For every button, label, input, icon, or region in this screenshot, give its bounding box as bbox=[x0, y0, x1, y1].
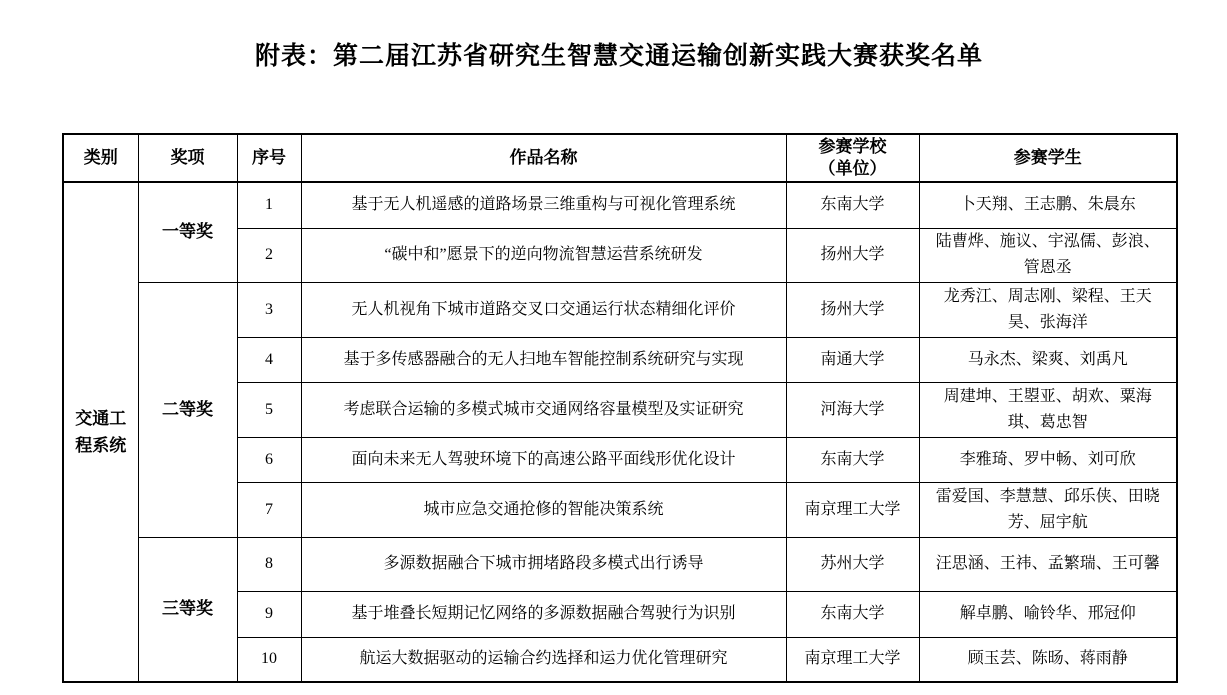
row-work-title: 航运大数据驱动的运输合约选择和运力优化管理研究 bbox=[301, 637, 786, 682]
header-work: 作品名称 bbox=[301, 134, 786, 182]
row-students: 顾玉芸、陈旸、蒋雨静 bbox=[919, 637, 1177, 682]
row-no: 5 bbox=[237, 382, 301, 437]
table-row bbox=[63, 282, 1177, 337]
award-cell-third-prize: 三等奖 bbox=[138, 537, 237, 682]
category-cell: 交通工程系统 bbox=[63, 182, 138, 682]
row-students: 雷爱国、李慧慧、邱乐侠、田晓芳、屈宇航 bbox=[919, 482, 1177, 537]
table-row bbox=[63, 182, 1177, 228]
row-students: 龙秀江、周志刚、梁程、王天昊、张海洋 bbox=[919, 282, 1177, 337]
table-header-row bbox=[63, 134, 1177, 182]
row-students: 周建坤、王曌亚、胡欢、粟海琪、葛忠智 bbox=[919, 382, 1177, 437]
header-school-line2: （单位） bbox=[818, 159, 887, 178]
header-no: 序号 bbox=[237, 134, 301, 182]
page-title: 附表：第二届江苏省研究生智慧交通运输创新实践大赛获奖名单 bbox=[254, 43, 983, 70]
row-work-title: 基于无人机遥感的道路场景三维重构与可视化管理系统 bbox=[301, 182, 786, 228]
row-students: 马永杰、梁爽、刘禹凡 bbox=[919, 337, 1177, 382]
row-no: 1 bbox=[237, 182, 301, 228]
row-work-title: 城市应急交通抢修的智能决策系统 bbox=[301, 482, 786, 537]
row-school: 河海大学 bbox=[786, 382, 919, 437]
row-no: 9 bbox=[237, 591, 301, 637]
row-school: 南通大学 bbox=[786, 337, 919, 382]
header-category: 类别 bbox=[63, 134, 138, 182]
row-students: 解卓鹏、喻铃华、邢冠仰 bbox=[919, 591, 1177, 637]
table-row bbox=[63, 537, 1177, 591]
row-students: 陆曹烨、施议、宇泓儒、彭浪、管恩丞 bbox=[919, 228, 1177, 282]
row-work-title: “碳中和”愿景下的逆向物流智慧运营系统研发 bbox=[301, 228, 786, 282]
row-no: 8 bbox=[237, 537, 301, 591]
row-work-title: 面向未来无人驾驶环境下的高速公路平面线形优化设计 bbox=[301, 437, 786, 482]
row-school: 苏州大学 bbox=[786, 537, 919, 591]
row-students: 汪思涵、王祎、孟繁瑞、王可馨 bbox=[919, 537, 1177, 591]
header-school-line1: 参赛学校 bbox=[818, 137, 887, 156]
row-work-title: 考虑联合运输的多模式城市交通网络容量模型及实证研究 bbox=[301, 382, 786, 437]
row-work-title: 基于多传感器融合的无人扫地车智能控制系统研究与实现 bbox=[301, 337, 786, 382]
header-school bbox=[786, 134, 919, 182]
row-no: 3 bbox=[237, 282, 301, 337]
row-school: 东南大学 bbox=[786, 437, 919, 482]
row-no: 4 bbox=[237, 337, 301, 382]
row-work-title: 基于堆叠长短期记忆网络的多源数据融合驾驶行为识别 bbox=[301, 591, 786, 637]
row-school: 东南大学 bbox=[786, 591, 919, 637]
row-no: 2 bbox=[237, 228, 301, 282]
row-school: 扬州大学 bbox=[786, 228, 919, 282]
row-school: 南京理工大学 bbox=[786, 482, 919, 537]
award-cell-first-prize: 一等奖 bbox=[138, 182, 237, 282]
row-no: 7 bbox=[237, 482, 301, 537]
header-students: 参赛学生 bbox=[919, 134, 1177, 182]
row-school: 扬州大学 bbox=[786, 282, 919, 337]
award-list-table bbox=[62, 133, 1178, 683]
award-cell-second-prize: 二等奖 bbox=[138, 282, 237, 537]
row-school: 南京理工大学 bbox=[786, 637, 919, 682]
row-no: 6 bbox=[237, 437, 301, 482]
row-no: 10 bbox=[237, 637, 301, 682]
row-work-title: 无人机视角下城市道路交叉口交通运行状态精细化评价 bbox=[301, 282, 786, 337]
row-students: 李雅琦、罗中畅、刘可欣 bbox=[919, 437, 1177, 482]
row-work-title: 多源数据融合下城市拥堵路段多模式出行诱导 bbox=[301, 537, 786, 591]
row-school: 东南大学 bbox=[786, 182, 919, 228]
row-students: 卜天翔、王志鹏、朱晨东 bbox=[919, 182, 1177, 228]
header-award: 奖项 bbox=[138, 134, 237, 182]
